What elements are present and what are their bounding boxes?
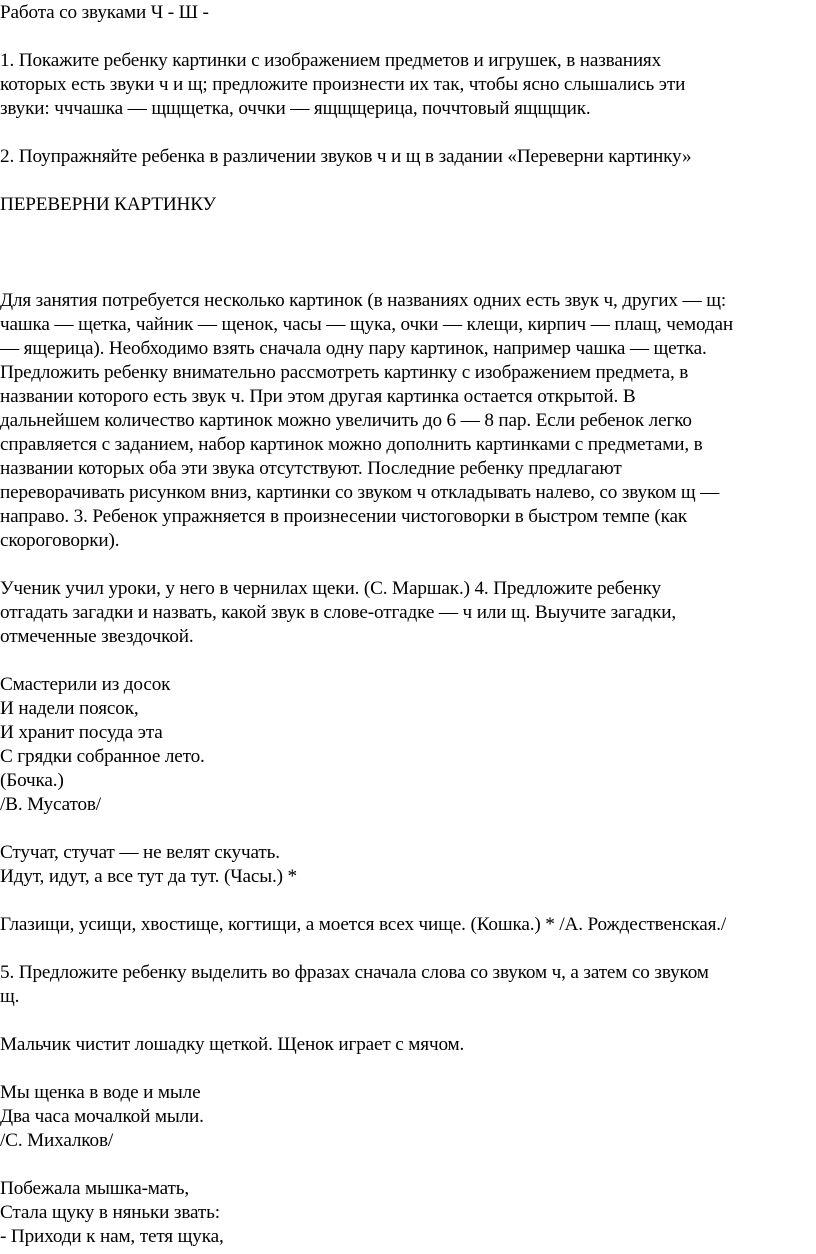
paragraph-line: 5. Предложите ребенку выделить во фразах сначала слова со звуком ч, а затем со звуком xyxy=(0,962,709,983)
poem-line: И надели поясок, xyxy=(0,698,139,719)
poem-line: Смастерили из досок xyxy=(0,674,171,695)
paragraph-line: дальнейшем количество картинок можно увеличить до 6 — 8 пар. Если ребенок легко xyxy=(0,410,692,431)
poem-line: С грядки собранное лето. xyxy=(0,746,205,767)
paragraph-line: переворачивать рисунком вниз, картинки со звуком ч откладывать налево, со звуком щ — xyxy=(0,482,720,503)
paragraph-line: которых есть звуки ч и щ; предложите произнести их так, чтобы ясно слышались эти xyxy=(0,74,686,95)
paragraph-line: 1. Покажите ребенку картинки с изображением предметов и игрушек, в названиях xyxy=(0,50,662,71)
poem-line: И хранит посуда эта xyxy=(0,722,163,743)
paragraph-line: Глазищи, усищи, хвостище, когтищи, а моется всех чище. (Кошка.) * /А. Рождественская./ xyxy=(0,914,727,935)
paragraph-line: Предложить ребенку внимательно рассмотреть картинку с изображением предмета, в xyxy=(0,362,689,383)
paragraph-line: щ. xyxy=(0,986,20,1007)
paragraph-line: справляется с заданием, набор картинок можно дополнить картинками с предметами, в xyxy=(0,434,703,455)
section-heading: ПЕРЕВЕРНИ КАРТИНКУ xyxy=(0,194,216,215)
poem-line: Два часа мочалкой мыли. xyxy=(0,1106,204,1127)
poem-author: /С. Михалков/ xyxy=(0,1130,114,1151)
poem-line: Стучат, стучат — не велят скучать. xyxy=(0,842,280,863)
paragraph-line: отмеченные звездочкой. xyxy=(0,626,194,647)
poem-line: Идут, идут, а все тут да тут. (Часы.) * xyxy=(0,866,297,887)
paragraph-line: чашка — щетка, чайник — щенок, часы — щука, очки — клещи, кирпич — плащ, чемодан xyxy=(0,314,734,335)
paragraph-line: направо. 3. Ребенок упражняется в произнесении чистоговорки в быстром темпе (как xyxy=(0,506,687,527)
poem-author: /В. Мусатов/ xyxy=(0,794,101,815)
poem-answer: (Бочка.) xyxy=(0,770,64,791)
paragraph-line: отгадать загадки и назвать, какой звук в слове-отгадке — ч или щ. Выучите загадки, xyxy=(0,602,677,623)
document-title: Работа со звуками Ч - Ш - xyxy=(0,2,209,23)
paragraph-line: 2. Поупражняйте ребенка в различении звуков ч и щ в задании «Переверни картинку» xyxy=(0,146,692,167)
poem-line: - Приходи к нам, тетя щука, xyxy=(0,1226,224,1247)
paragraph-line: Для занятия потребуется несколько картинок (в названиях одних есть звук ч, других — щ: xyxy=(0,290,727,311)
paragraph-line: звуки: чччашка — щщщетка, оччки — ящщщерица, поччтовый ящщщик. xyxy=(0,98,591,119)
paragraph-line: — ящерица). Необходимо взять сначала одну пару картинок, например чашка — щетка. xyxy=(0,338,707,359)
poem-line: Мы щенка в воде и мыле xyxy=(0,1082,201,1103)
poem-line: Стала щуку в няньки звать: xyxy=(0,1202,220,1223)
paragraph-line: названии которых оба эти звука отсутствуют. Последние ребенку предлагают xyxy=(0,458,622,479)
paragraph-line: названии которого есть звук ч. При этом другая картинка остается открытой. В xyxy=(0,386,636,407)
paragraph-line: Ученик учил уроки, у него в чернилах щеки. (С. Маршак.) 4. Предложите ребенку xyxy=(0,578,661,599)
poem-line: Побежала мышка-мать, xyxy=(0,1178,190,1199)
paragraph-line: Мальчик чистит лошадку щеткой. Щенок играет с мячом. xyxy=(0,1034,465,1055)
paragraph-line: скороговорки). xyxy=(0,530,120,551)
